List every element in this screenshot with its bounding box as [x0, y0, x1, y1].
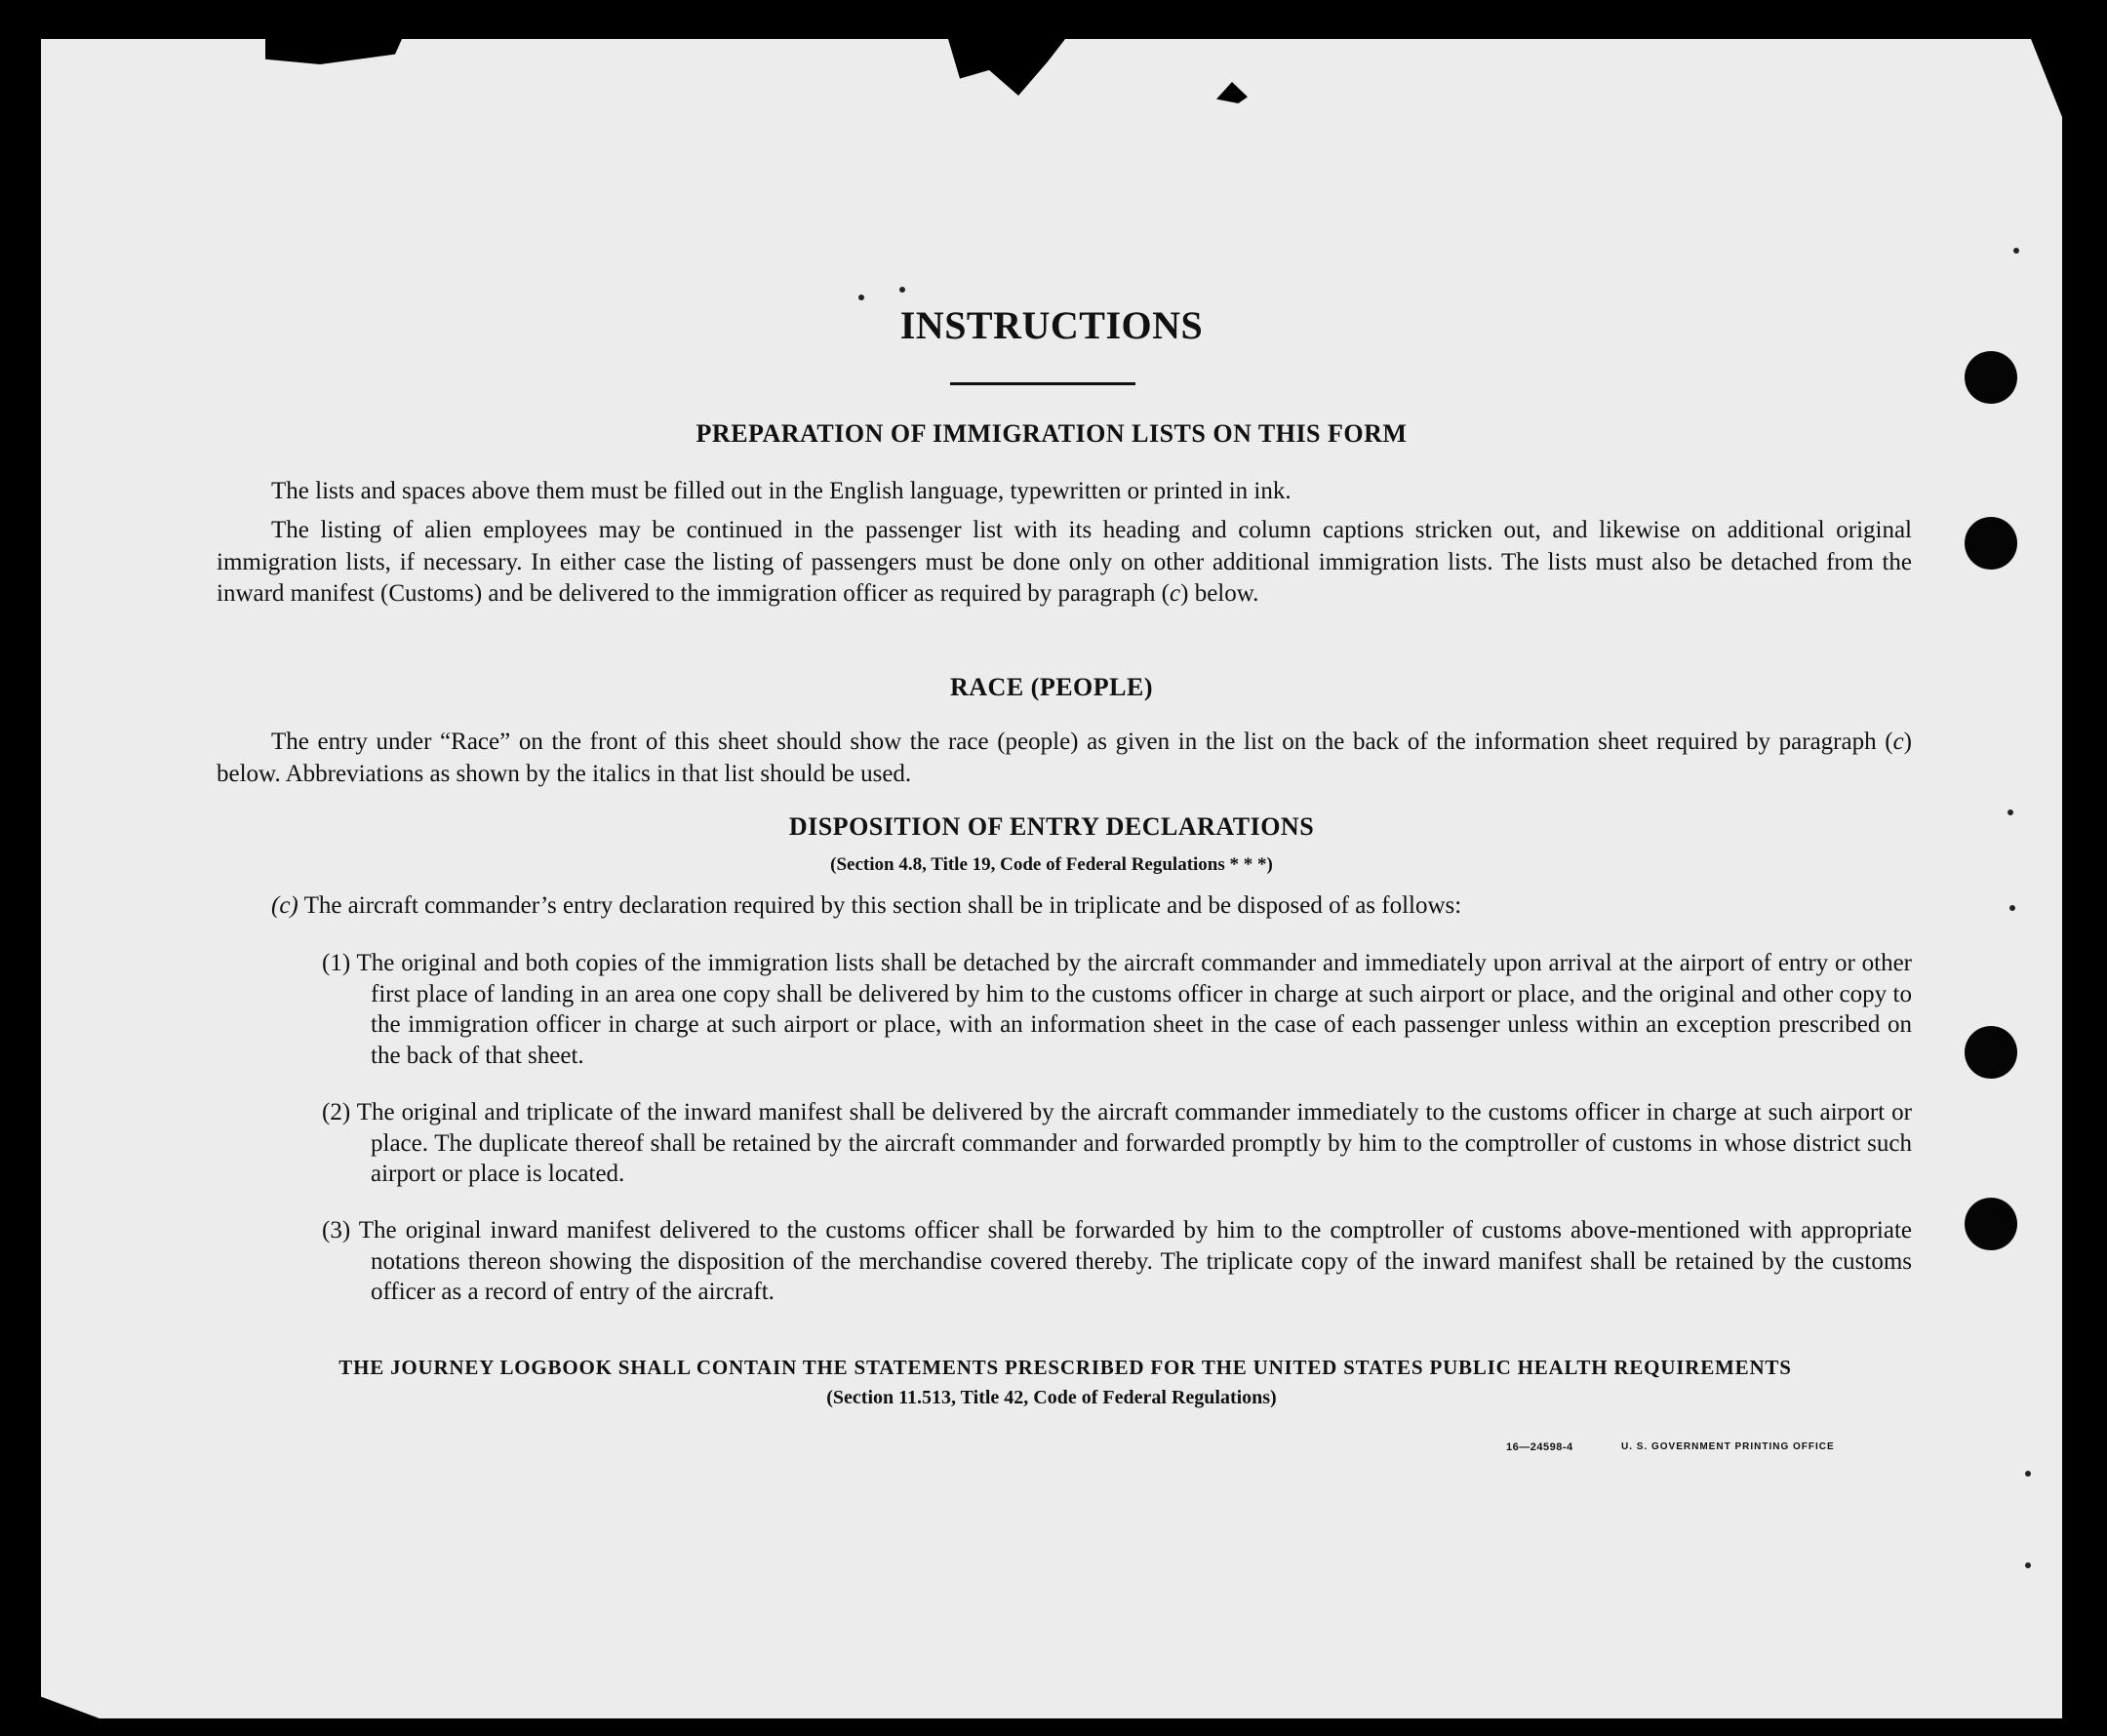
punch-hole	[1965, 517, 2017, 570]
item-text: The original and both copies of the immigration lists shall be detached by the aircraft commander and immediately upon arrival at the airport of entry or other first place of landing in an area one copy shall be delivered by him to the customs officer in charge at such airport or place, and the original and other copy to the immigration officer in charge at such airport or place, with an information sheet in the case of each passenger unless within an exception prescribed on the back of that sheet.	[356, 950, 1912, 1069]
paragraph-c	[271, 890, 1929, 922]
torn-edge	[1216, 82, 1248, 103]
punch-hole	[1965, 1198, 2017, 1250]
speck	[2013, 248, 2019, 254]
list-item	[322, 948, 1912, 1071]
item-number: (3)	[322, 1217, 351, 1243]
paragraph-c-text: The aircraft commander’s entry declaration required by this section shall be in triplicate and be disposed of as follows:	[303, 892, 1462, 919]
torn-edge	[948, 39, 1065, 96]
paragraph-ref: c	[1892, 729, 1904, 755]
paragraph-ref: c	[1170, 580, 1181, 607]
disposition-subheading: (Section 4.8, Title 19, Code of Federal Regulations * * *)	[830, 854, 1273, 875]
item-number: (2)	[322, 1099, 351, 1125]
torn-edge	[41, 1687, 99, 1718]
torn-edge	[2031, 39, 2062, 117]
item-text: The original and triplicate of the inward manifest shall be delivered by the aircraft commander immediately to the customs officer in charge at such airport or place. The duplicate thereof shall be retained by the aircraft commander and forwarded promptly by him to the comptroller of customs in whose district such airport or place is located.	[356, 1099, 1912, 1187]
preparation-paragraph-2	[217, 515, 1912, 611]
speck	[858, 295, 864, 300]
document-sheet	[41, 39, 2062, 1718]
paragraph-c-label: (c)	[271, 892, 298, 919]
race-paragraph-end: ) below. Abbreviations as shown by the italics in that list should be used.	[217, 729, 1912, 787]
preparation-paragraph-1: The lists and spaces above them must be filled out in the English language, typewritten or printed in ink.	[271, 478, 1292, 504]
printing-office: U. S. GOVERNMENT PRINTING OFFICE	[1621, 1441, 1835, 1452]
footer-statement: THE JOURNEY LOGBOOK SHALL CONTAIN THE STATEMENTS PRESCRIBED FOR THE UNITED STATES PUBLIC HEALTH REQUIREMENTS	[338, 1356, 1792, 1379]
footer-citation: (Section 11.513, Title 42, Code of Federal Regulations)	[826, 1387, 1277, 1408]
disposition-heading: DISPOSITION OF ENTRY DECLARATIONS	[788, 812, 1315, 841]
item-number: (1)	[322, 950, 351, 976]
speck	[2009, 905, 2015, 911]
speck	[899, 287, 905, 293]
preparation-paragraph-2-text: The listing of alien employees may be continued in the passenger list with its heading and column captions stricken out, and likewise on additional original immigration lists, if necessary. In either case the listing of passengers must be done only on other additional immigration lists. The lists must also be detached from the inward manifest (Customs) and be delivered to the immigration officer as required by paragraph (	[217, 517, 1912, 607]
punch-hole	[1965, 351, 2017, 404]
preparation-heading: PREPARATION OF IMMIGRATION LISTS ON THIS FORM	[696, 419, 1408, 448]
preparation-paragraph-2-end: ) below.	[1180, 580, 1259, 607]
document-title: INSTRUCTIONS	[899, 303, 1204, 347]
list-item	[322, 1097, 1912, 1190]
print-code: 16—24598-4	[1506, 1441, 1573, 1453]
speck	[2025, 1562, 2031, 1568]
race-heading: RACE (PEOPLE)	[950, 673, 1153, 701]
item-text: The original inward manifest delivered to the customs officer shall be forwarded by him to the comptroller of customs above-mentioned with appropriate notations thereon showing the disposition of the merchandise covered thereby. The triplicate copy of the inward manifest shall be retained by the customs officer as a record of entry of the aircraft.	[358, 1217, 1912, 1305]
race-paragraph	[217, 727, 1912, 790]
title-underline	[950, 382, 1135, 385]
torn-edge	[265, 39, 402, 64]
list-item	[322, 1215, 1912, 1308]
race-paragraph-text: The entry under “Race” on the front of this sheet should show the race (people) as given in the list on the back of the information sheet required by paragraph (	[271, 729, 1893, 755]
speck	[2025, 1471, 2031, 1477]
punch-hole	[1965, 1026, 2017, 1079]
